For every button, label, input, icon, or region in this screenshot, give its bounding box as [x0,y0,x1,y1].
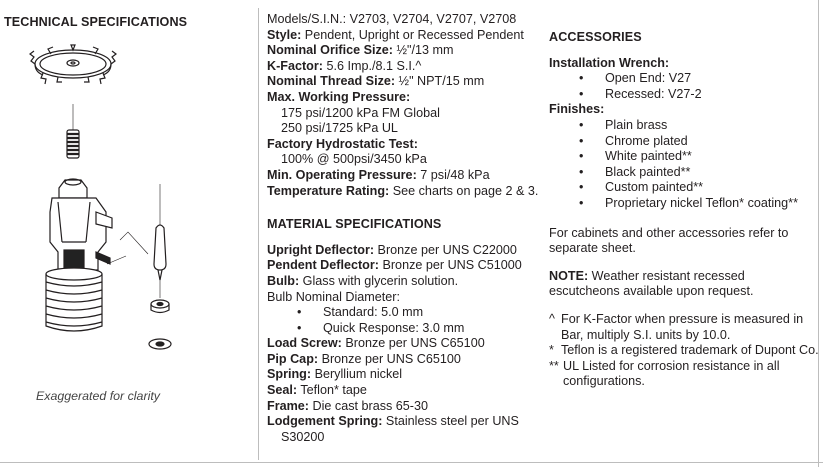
seal-washer-icon [149,339,171,349]
spec-line: Models/S.I.N.: V2703, V2704, V2707, V2708 [267,12,517,26]
finish-item: • Black painted** [549,165,819,181]
material-bullet: • Standard: 5.0 mm [267,305,542,321]
spacer [549,300,819,312]
material-line: S30200 [281,429,325,444]
material-line: Pendent Deflector: Bronze per UNS C51000 [267,258,522,273]
specifications-column [267,12,542,445]
spec-line: Style: Pendent, Upright or Recessed Pendent [267,27,524,42]
load-screw-icon [67,104,79,158]
finish-item: • Custom painted** [549,180,819,196]
spec-line: Max. Working Pressure: [267,89,411,104]
material-line: Frame: Die cast brass 65-30 [267,398,428,413]
weather-note: NOTE: Weather resistant recessed escutcheons available upon request. [549,268,754,299]
material-list [267,243,542,446]
accessories-column [549,30,819,390]
spec-line: Temperature Rating: See charts on page 2 & 3. [267,183,539,198]
spacer [549,46,819,56]
technical-specifications-heading: TECHNICAL SPECIFICATIONS [4,15,188,29]
footnote-teflon: * Teflon is a registered trademark of Dupont Co. [549,343,819,358]
spacer [267,199,542,217]
wrench-item: • Recessed: V27-2 [549,87,819,103]
spec-line: K-Factor: 5.6 Imp./8.1 S.I.^ [267,58,422,73]
material-line: Bulb: Glass with glycerin solution. [267,273,459,288]
material-line: Load Screw: Bronze per UNS C65100 [267,336,485,351]
spec-line: 175 psi/1200 kPa FM Global [281,105,440,120]
material-specifications-heading: MATERIAL SPECIFICATIONS [267,217,442,232]
finish-item: • Proprietary nickel Teflon* coating** [549,196,819,212]
footnote-kfactor: ^ For K-Factor when pressure is measured in Bar, multiply S.I. units by 10.0. [549,311,804,342]
spec-line: 100% @ 500psi/3450 kPa [281,152,427,167]
footnote-ul: ** UL Listed for corrosion resistance in all configurations. [549,358,780,389]
finish-item: • Chrome plated [549,134,819,150]
material-bullet: • Quick Response: 3.0 mm [267,321,542,337]
finish-item: • White painted** [549,149,819,165]
sprinkler-exploded-illustration [10,42,210,372]
frame-icon [46,179,148,331]
spec-line: Nominal Thread Size: ½" NPT/15 mm [267,74,485,89]
spec-line: 250 psi/1725 kPa UL [281,121,398,136]
tech-specs-list [267,12,542,199]
spec-line: Nominal Orifice Size: ½"/13 mm [267,43,454,58]
material-line: Bulb Nominal Diameter: [267,289,400,304]
material-line: Pip Cap: Bronze per UNS C65100 [267,351,461,366]
wrench-item: • Open End: V27 [549,71,819,87]
deflector-icon [30,45,116,84]
material-line: Spring: Beryllium nickel [267,367,403,382]
installation-wrench-label: Installation Wrench: [549,55,670,70]
spec-line: Factory Hydrostatic Test: [267,136,418,151]
material-line: Seal: Teflon* tape [267,383,367,398]
column-divider [258,8,259,460]
pip-cap-icon [151,300,169,313]
spacer [549,257,819,269]
bulb-icon [154,184,166,298]
material-line: Lodgement Spring: Stainless steel per UNS [267,414,519,429]
spacer [267,233,542,243]
material-line: Upright Deflector: Bronze per UNS C22000 [267,242,517,257]
cabinets-note: For cabinets and other accessories refer to separate sheet. [549,225,789,256]
finish-item: • Plain brass [549,118,819,134]
spacer [549,212,819,226]
spec-line: Min. Operating Pressure: 7 psi/48 kPa [267,167,490,182]
illustration-caption: Exaggerated for clarity [36,389,160,403]
accessories-heading: ACCESSORIES [549,30,642,44]
left-column [0,0,255,467]
finishes-label: Finishes: [549,102,605,117]
